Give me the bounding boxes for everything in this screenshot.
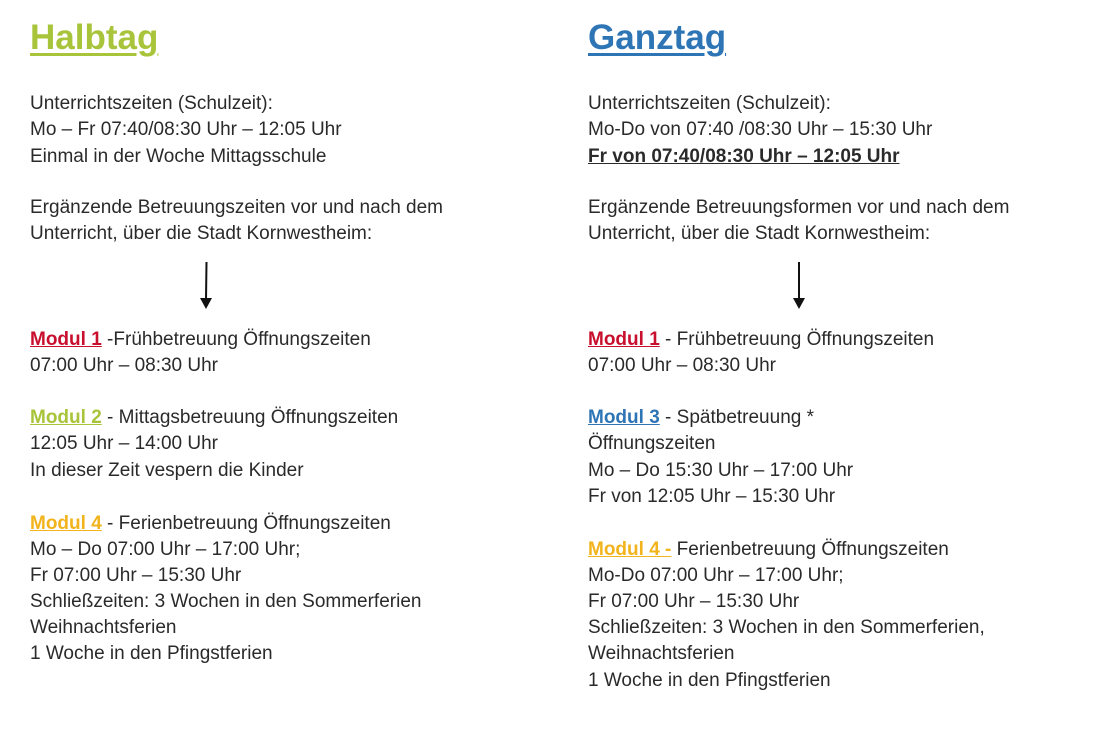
halbtag-modul1-heading [30, 328, 371, 352]
ganztag-betreuung-line1: Ergänzende Betreuungsformen vor und nach dem [588, 197, 1010, 218]
ganztag-modul1-time: 07:00 Uhr – 08:30 Uhr [588, 355, 777, 376]
ganztag-modul4-heading [588, 538, 949, 562]
ganztag-modul1-heading [588, 328, 934, 352]
ganztag-modul4-line5: 1 Woche in den Pfingstferien [588, 670, 831, 691]
ganztag-modul4-line2: Fr 07:00 Uhr – 15:30 Uhr [588, 591, 800, 612]
halbtag-betreuung-line2: Unterricht, über die Stadt Kornwestheim: [30, 223, 373, 244]
halbtag-title: Halbtag [30, 18, 159, 57]
halbtag-modul4-text: - Ferienbetreuung Öffnungszeiten [101, 513, 391, 534]
halbtag-betreuung-line1: Ergänzende Betreuungszeiten vor und nach dem [30, 197, 443, 218]
halbtag-modul4-line2: Fr 07:00 Uhr – 15:30 Uhr [30, 565, 242, 586]
ganztag-modul3-label: Modul 3 [588, 407, 660, 428]
arrow-down-icon [199, 262, 213, 310]
halbtag-unterricht-line2: Einmal in der Woche Mittagsschule [30, 146, 327, 167]
halbtag-modul4-line4: Weihnachtsferien [30, 617, 177, 638]
ganztag-modul3-line1: Öffnungszeiten [588, 433, 716, 454]
ganztag-modul4-line4: Weihnachtsferien [588, 643, 735, 664]
halbtag-modul4-label: Modul 4 [30, 513, 102, 534]
ganztag-unterricht-line1: Mo-Do von 07:40 /08:30 Uhr – 15:30 Uhr [588, 119, 933, 140]
ganztag-modul3-line3: Fr von 12:05 Uhr – 15:30 Uhr [588, 486, 836, 507]
halbtag-modul2-note: In dieser Zeit vespern die Kinder [30, 460, 304, 481]
ganztag-modul4-line1: Mo-Do 07:00 Uhr – 17:00 Uhr; [588, 565, 844, 586]
ganztag-modul3-line2: Mo – Do 15:30 Uhr – 17:00 Uhr [588, 460, 854, 481]
halbtag-modul4-line1: Mo – Do 07:00 Uhr – 17:00 Uhr; [30, 539, 301, 560]
halbtag-modul2-time: 12:05 Uhr – 14:00 Uhr [30, 433, 219, 454]
halbtag-modul4-heading [30, 512, 391, 536]
halbtag-modul4-line5: 1 Woche in den Pfingstferien [30, 643, 273, 664]
ganztag-unterricht-line2: Fr von 07:40/08:30 Uhr – 12:05 Uhr [588, 146, 900, 167]
ganztag-modul4-label: Modul 4 - [588, 539, 672, 560]
halbtag-modul2-text: - Mittagsbetreuung Öffnungszeiten [101, 407, 399, 428]
ganztag-modul4-text: Ferienbetreuung Öffnungszeiten [671, 539, 949, 560]
halbtag-modul2-label: Modul 2 [30, 407, 102, 428]
ganztag-modul3-heading [588, 406, 814, 430]
arrow-down-icon [792, 262, 806, 310]
halbtag-modul1-text: -Frühbetreuung Öffnungszeiten [101, 329, 371, 350]
ganztag-unterricht-heading: Unterrichtszeiten (Schulzeit): [588, 93, 831, 114]
ganztag-modul3-text: - Spätbetreuung * [659, 407, 814, 428]
halbtag-modul4-line3: Schließzeiten: 3 Wochen in den Sommerferien [30, 591, 422, 612]
ganztag-modul4-line3: Schließzeiten: 3 Wochen in den Sommerferien, [588, 617, 985, 638]
halbtag-modul1-time: 07:00 Uhr – 08:30 Uhr [30, 355, 219, 376]
halbtag-modul1-label: Modul 1 [30, 329, 102, 350]
ganztag-betreuung-line2: Unterricht, über die Stadt Kornwestheim: [588, 223, 931, 244]
halbtag-modul2-heading [30, 406, 398, 430]
ganztag-title: Ganztag [588, 18, 727, 57]
ganztag-modul1-text: - Frühbetreuung Öffnungszeiten [659, 329, 935, 350]
halbtag-unterricht-line1: Mo – Fr 07:40/08:30 Uhr – 12:05 Uhr [30, 119, 342, 140]
halbtag-unterricht-heading: Unterrichtszeiten (Schulzeit): [30, 93, 273, 114]
ganztag-modul1-label: Modul 1 [588, 329, 660, 350]
